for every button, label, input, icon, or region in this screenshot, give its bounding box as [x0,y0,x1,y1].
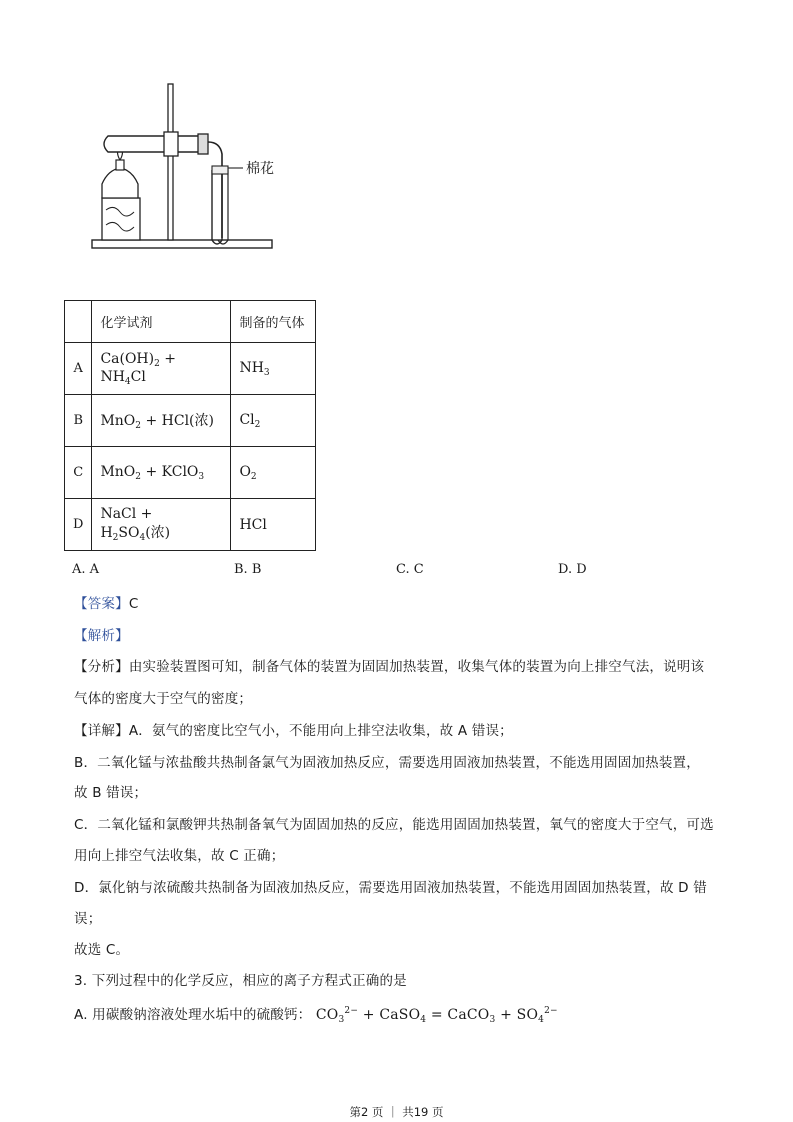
page-footer: 第2 页 ｜ 共19 页 [349,1105,444,1119]
detail-line-c2: 用向上排空气法收集，故 C 正确； [74,848,285,864]
table-row [65,395,316,447]
detail-a: A．氨气的密度比空气小，不能用向上排空法收集，故 A 错误； [128,723,513,739]
reagent-table [64,300,316,551]
row-letter: D [65,499,92,551]
choice-a: A. A [72,562,100,577]
analysis-tag: 【解析】 [74,628,129,644]
gas-cell: $Cl_2$ [231,395,316,447]
table-row [65,499,316,551]
reagent-cell: NaCl + $H_2SO_4$(浓) [92,499,231,551]
gas-cell: $NH_3$ [231,343,316,395]
choice-d: D. D [558,562,587,577]
reagent-cell: MnO$_2$ + KClO$_3$ [92,447,231,499]
question-3-stem: 3. 下列过程中的化学反应，相应的离子方程式正确的是 [74,973,407,989]
table-header-cell: 化学试剂 [92,301,231,343]
fenxi-tag: 【分析】 [74,659,129,675]
choice-c: C. C [396,562,424,577]
row-letter: B [65,395,92,447]
analysis-line [74,624,129,644]
fenxi-text: 由实验装置图可知，制备气体的装置为固固加热装置，收集气体的装置为向上排空气法，说明该 [128,659,705,675]
table-header-cell: 制备的气体 [231,301,316,343]
detail-line-b2: 故 B 错误； [74,785,148,801]
gas-cell: HCl [231,499,316,551]
answer-value: C [128,596,139,612]
choice-b: B. B [234,562,262,577]
detail-line-a [74,719,513,739]
answer-tag: 【答案】 [74,596,129,612]
table-header-cell [65,301,92,343]
cotton-label: 棉花 [246,161,274,177]
detail-line-d2: 误； [74,911,102,927]
detail-line-b1: B．二氧化锰与浓盐酸共热制备氯气为固液加热反应，需要选用固液加热装置，不能选用固固加热装置， [74,755,700,771]
reagent-cell: $Ca(OH)_2 + NH_4Cl$ [92,343,231,395]
fenxi-line-1 [74,655,704,675]
table-header-row [65,301,316,343]
detail-tag: 【详解】 [74,723,129,739]
option-a-equation: $CO_3^{2-}$ + CaSO$_4$ = CaCO$_3$ + $SO_4^{2-}$ [315,1006,558,1025]
row-letter: C [65,447,92,499]
question-3-option-a [74,1003,558,1025]
fenxi-line-2: 气体的密度大于空气的密度； [74,691,253,707]
detail-line-c1: C．二氧化锰和氯酸钾共热制备氧气为固固加热的反应，能选用固固加热装置，氧气的密度大于空气，可选 [74,817,714,833]
table-row [65,343,316,395]
answer-line [74,592,138,612]
row-letter: A [65,343,92,395]
gas-cell: $O_2$ [231,447,316,499]
option-a-text: A. 用碳酸钠溶液处理水垢中的硫酸钙： [74,1007,312,1023]
reagent-cell: MnO$_2$ + HCl(浓) [92,395,231,447]
detail-line-d1: D．氯化钠与浓硫酸共热制备为固液加热反应，需要选用固液加热装置，不能选用固固加热装置，故 D 错 [74,880,707,896]
detail-final: 故选 C。 [74,942,130,958]
table-row [65,447,316,499]
